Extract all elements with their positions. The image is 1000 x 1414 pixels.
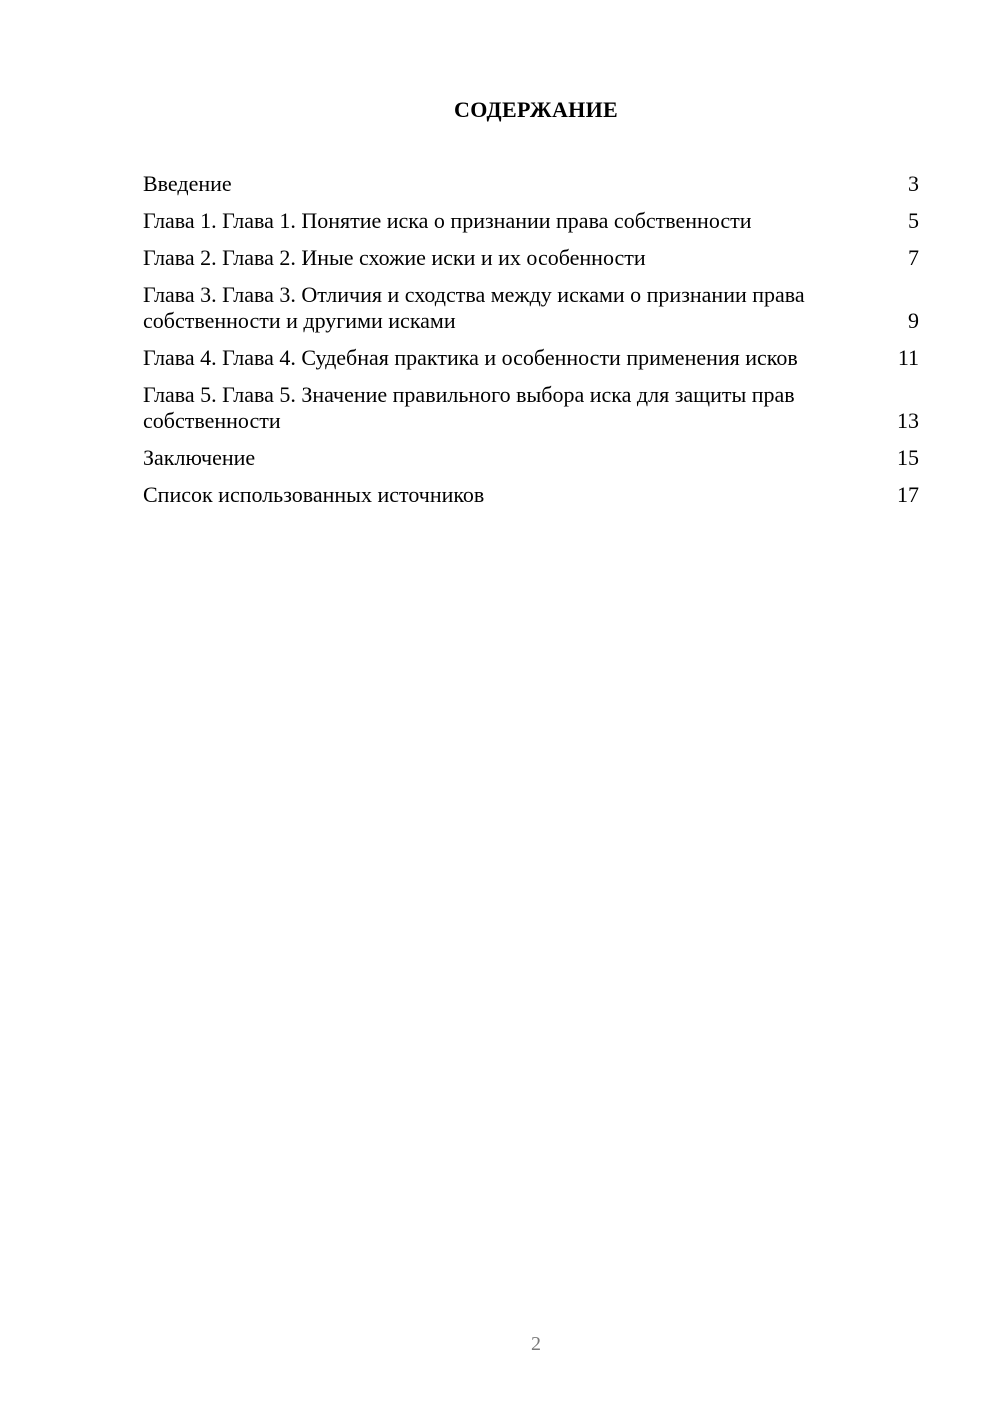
toc-entry-page: 15 [897, 445, 919, 470]
toc-entry-text: Список использованных источников [143, 482, 485, 507]
toc-entry-chapter-5 [143, 382, 919, 434]
page-title: СОДЕРЖАНИЕ [454, 97, 618, 122]
toc-entry-chapter-2 [143, 245, 919, 271]
toc-entry-chapter-4 [143, 345, 919, 371]
toc-entry-page: 3 [908, 171, 919, 196]
toc-entry-chapter-3 [143, 282, 919, 334]
toc-entry-page: 13 [897, 408, 919, 433]
toc-entry-text: Глава 2. Глава 2. Иные схожие иски и их особенности [143, 245, 646, 270]
toc-entry-text: Глава 3. Глава 3. Отличия и сходства между исками о признании права собственности и другими исками [143, 282, 805, 333]
toc-entry-page: 9 [908, 308, 919, 333]
toc-entry-references [143, 482, 919, 508]
toc-entry-page: 7 [908, 245, 919, 270]
toc-entry-text: Глава 4. Глава 4. Судебная практика и особенности применения исков [143, 345, 798, 370]
toc-entry-chapter-1 [143, 208, 919, 234]
toc-entry-conclusion [143, 445, 919, 471]
toc-entry-page: 5 [908, 208, 919, 233]
toc-entry-page: 11 [897, 345, 919, 370]
toc-entry-text: Заключение [143, 445, 256, 470]
toc-entry-text: Введение [143, 171, 232, 196]
toc-entry-introduction [143, 171, 919, 197]
toc-entry-text: Глава 1. Глава 1. Понятие иска о признании права собственности [143, 208, 752, 233]
table-of-contents [143, 171, 919, 519]
toc-entry-page: 17 [897, 482, 919, 507]
page-number: 2 [531, 1333, 541, 1355]
toc-entry-text: Глава 5. Глава 5. Значение правильного выбора иска для защиты прав собственности [143, 382, 795, 433]
